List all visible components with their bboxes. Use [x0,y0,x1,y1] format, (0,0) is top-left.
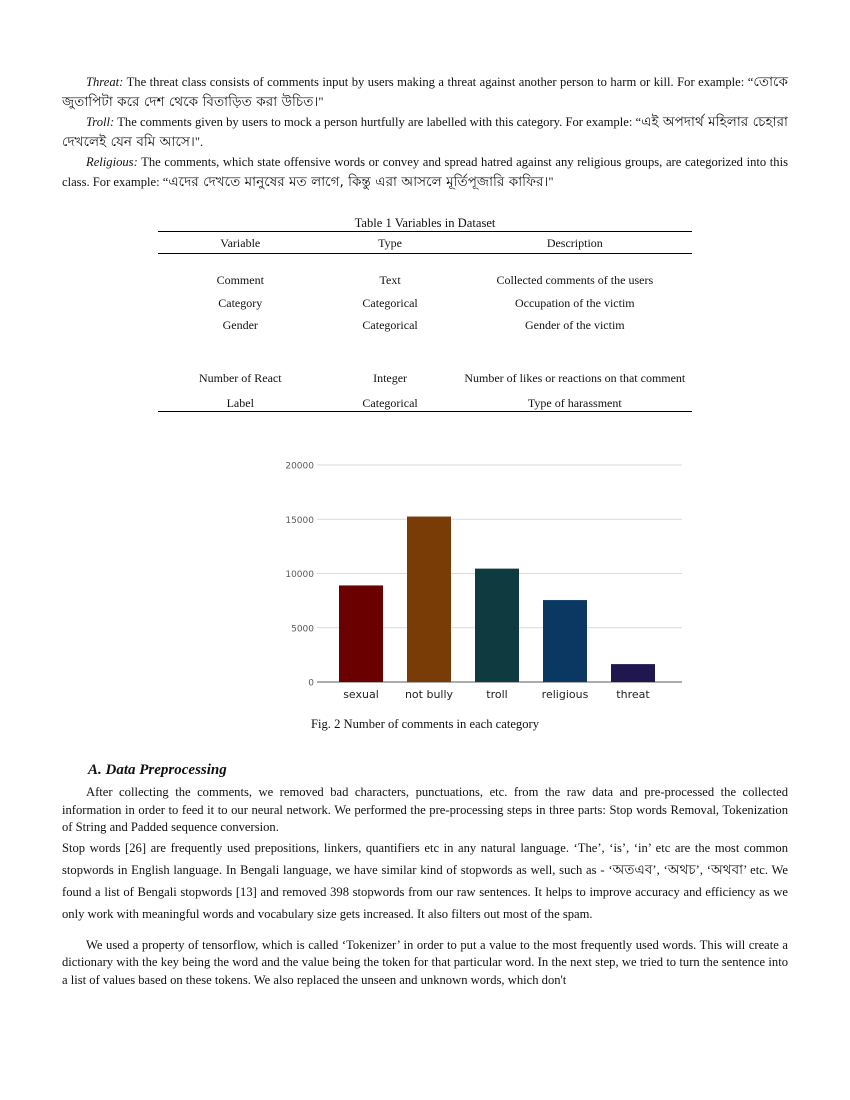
table-header-type: Type [323,232,458,254]
troll-text: The comments given by users to mock a person hurtfully are labelled with this category. For example: “ [114,115,642,129]
bar [611,664,655,682]
x-tick-label: threat [616,688,650,701]
table-cell: Categorical [323,386,458,412]
table-cell: Number of likes or reactions on that comment [464,370,686,385]
y-tick-label: 20000 [285,461,314,472]
table-row [158,311,692,333]
bar [475,569,519,682]
troll-term: Troll: [86,115,115,129]
troll-end: ". [194,135,204,149]
stopwords-text-d: ’ etc. We found a list of Bengali stopwords [13] and removed 398 stopwords from our raw sentences. It helps to improve accuracy and efficiency as we only work with meaningful words and vocabulary size gets increased. It also filters out most of the spam. [62,862,788,921]
table-cell: Gender [222,317,258,332]
section-body [62,784,788,990]
variables-table [158,231,692,412]
bar [543,600,587,682]
section-heading: A. Data Preprocessing [88,762,227,778]
table-cell: Text [379,272,401,287]
table-row [158,288,692,311]
table-cell: Category [218,295,263,310]
religious-paragraph [62,152,788,192]
x-tick-label: troll [486,688,508,701]
preprocessing-paragraph: After collecting the comments, we removed bad characters, punctuations, etc. from the raw data and pre-processed the collected information in order to feed it to our neural network. We performed the pre-processing steps in three parts: Stop words Removal, Tokenization of String and Padded sequence conversion. [62,785,788,835]
stopwords-text-c: ’, ‘ [695,862,711,877]
table-header-description: Description [458,232,692,254]
table-header-row [158,232,692,254]
table-cell: Number of React [198,370,282,385]
bar [339,585,383,682]
table-cell: Categorical [362,317,418,332]
threat-end: " [318,95,324,109]
religious-end: " [548,175,554,189]
religious-text: The comments, which state offensive words or convey and spread hatred against any religious groups, are categorized into this class. For example: “ [62,155,788,189]
table-row [158,386,692,412]
table-cell: Gender of the victim [524,317,625,332]
religious-example: এদের দেখতে মানুষের মত লাগে, কিন্তু এরা আসলে মূর্তিপূজারি কাফির। [168,174,549,190]
stopword-bn-2: অথচ [667,861,696,878]
x-tick-label: religious [541,688,589,701]
y-tick-label: 5000 [291,624,314,635]
stopwords-text-a: Stop words [26] are frequently used prepositions, linkers, quantifiers etc in any natural language. ‘The’, ‘is’, ‘in’ etc are the most common stopwords in English language. In Bengali language, we have similar kind of stopwords as well, such as - ‘ [62,840,788,877]
threat-term: Threat: [86,75,124,89]
y-tick-label: 15000 [285,515,314,526]
page [62,72,788,987]
bar [407,517,451,682]
table-cell: Label [158,386,323,412]
table-cell: Type of harassment [458,386,692,412]
threat-text: The threat class consists of comments input by users making a threat against another person to harm or kill. For example: “ [123,75,754,89]
troll-paragraph [62,112,788,152]
table-cell: Integer [373,370,408,385]
table-cell: Occupation of the victim [514,295,635,310]
y-tick-label: 10000 [285,570,314,580]
tokenizer-paragraph: We used a property of tensorflow, which is called ‘Tokenizer’ in order to put a value to the most frequently used words. This will create a dictionary with the key being the word and the value being the token for that particular word. In the next step, we tried to turn the sentence into a list of values based on these tokens. We also replaced the unseen and unknown words, which don't [62,937,788,987]
stopwords-paragraph [62,837,788,925]
stopwords-text-b: ’, ‘ [652,862,668,877]
troll-example: এই অপদার্থ মহিলার চেহারা দেখলেই যেন বমি আসে। [62,114,788,150]
x-tick-label: sexual [343,688,379,701]
figure-caption: Fig. 2 Number of comments in each category [310,717,540,731]
threat-paragraph [62,72,788,112]
table-title: Table 1 Variables in Dataset [354,216,496,230]
table-row [158,333,692,386]
threat-example: তোকে জুতাপিটা করে দেশ থেকে বিতাড়িত করা উচিত। [62,74,788,110]
table-cell: Categorical [362,295,418,310]
religious-term: Religious: [86,155,138,169]
x-tick-label: not bully [404,688,454,701]
table-row [158,254,692,288]
table-cell: Comment [216,272,264,287]
table-header-variable: Variable [158,232,323,254]
y-tick-label: 0 [308,678,314,689]
bar-chart [212,448,682,708]
table-cell: Collected comments of the users [496,272,654,287]
stopword-bn-1: অতএব [612,861,653,878]
stopword-bn-3: অথবা [711,861,744,878]
